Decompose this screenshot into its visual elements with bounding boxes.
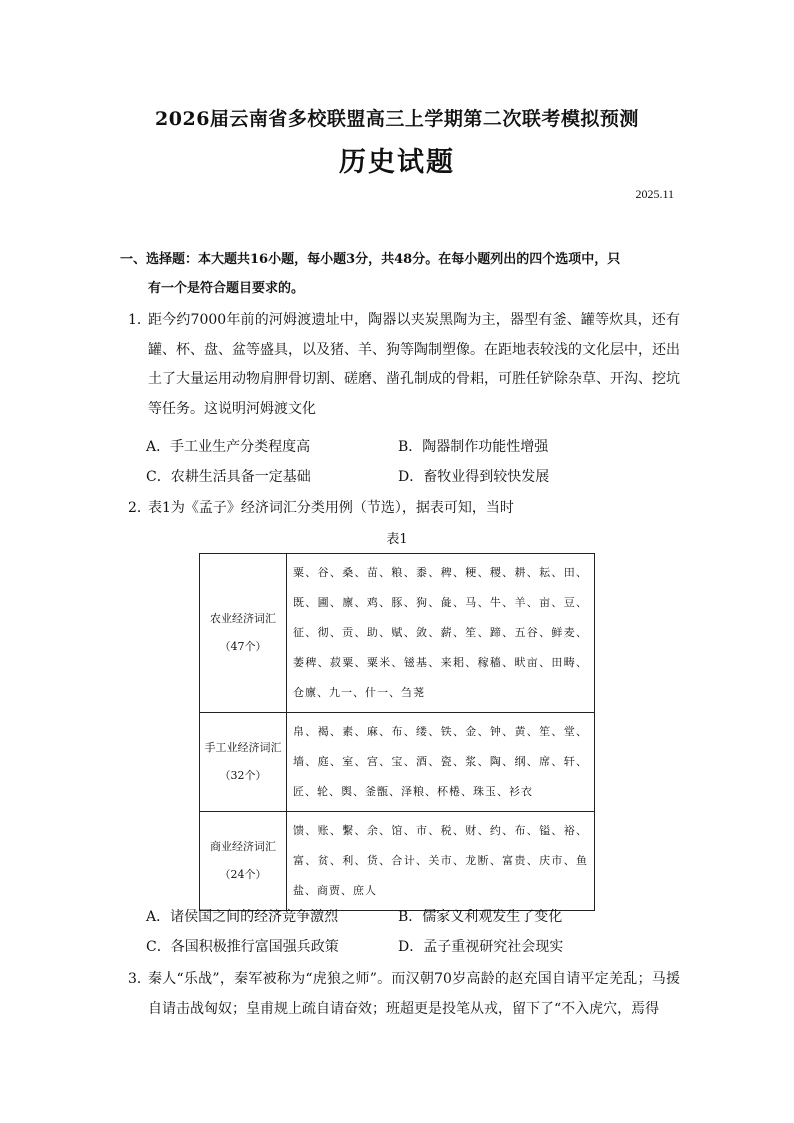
question-2 (128, 494, 680, 524)
question-3 (128, 965, 680, 1024)
section-instructions (120, 245, 680, 303)
question-1 (128, 306, 680, 424)
option-d[interactable]: D．畜牧业得到较快发展 (398, 469, 550, 485)
question-number: 1． (128, 312, 151, 328)
section-instructions-line2: 有一个是符合题目要求的。 (148, 281, 305, 296)
table-row (200, 812, 595, 911)
exam-title: 2026届云南省多校联盟高三上学期第二次联考模拟预测 (155, 108, 639, 130)
question-stem: 距今约7000年前的河姆渡遗址中，陶器以夹炭黑陶为主，器型有釜、罐等炊具，还有罐、杯、盘、盆等盛具，以及猪、羊、狗等陶制塑像。在距地表较浅的文化层中，还出土了大量运用动物肩胛骨切割、磋磨、凿孔制成的骨耜，可胜任铲除杂草、开沟、挖坑等任务。这说明河姆渡文化 (148, 312, 680, 417)
words-cell: 粟、谷、桑、苗、粮、黍、稗、粳、稷、耕、耘、田、既、圃、廪、鸡、豚、狗、彘、马、牛、羊、亩、豆、征、彻、贡、助、赋、敛、薪、笙、蹄、五谷、鲜麦、萎稗、菽粟、粟米、镃基、来耜、稼穑、畎亩、田畴、仓廪、九一、什一、刍荛 (287, 554, 595, 713)
section-instructions-line1: 一、选择题：本大题共16小题，每小题3分，共48分。在每小题列出的四个选项中，只 (120, 252, 621, 267)
table-row (200, 554, 595, 713)
economic-vocabulary-table (199, 553, 595, 911)
exam-date: 2025.11 (635, 187, 674, 201)
table-caption: 表1 (386, 532, 408, 547)
option-b[interactable]: B．陶器制作功能性增强 (398, 439, 549, 455)
category-cell: 手工业经济词汇（32个） (200, 713, 287, 812)
option-c[interactable]: C．各国积极推行富国强兵政策 (146, 939, 339, 955)
words-cell: 帛、褐、素、麻、布、缕、铁、金、钟、黄、笙、堂、墙、庭、室、宫、宝、酒、瓷、浆、陶、纲、席、轩、匠、轮、舆、釜甑、泽粮、杯棬、珠玉、衫衣 (287, 713, 595, 812)
category-cell: 商业经济词汇（24个） (200, 812, 287, 911)
question-number: 2． (128, 500, 151, 516)
question-number: 3． (128, 971, 151, 987)
option-a[interactable]: A．手工业生产分类程度高 (146, 439, 311, 455)
table-row (200, 713, 595, 812)
option-c[interactable]: C．农耕生活具备一定基础 (146, 469, 311, 485)
option-d[interactable]: D．孟子重视研究社会现实 (398, 939, 564, 955)
category-cell: 农业经济词汇（47个） (200, 554, 287, 713)
question-stem: 秦人“乐战”，秦军被称为“虎狼之师”。而汉朝70岁高龄的赵充国自请平定羌乱；马援自请击战匈奴；皇甫规上疏自请奋效；班超更是投笔从戎，留下了“不入虎穴，焉得 (148, 971, 680, 1017)
option-b[interactable]: B．儒家义利观发生了变化 (398, 909, 563, 925)
option-a[interactable]: A．诸侯国之间的经济竞争激烈 (146, 909, 339, 925)
subject-title: 历史试题 (339, 147, 455, 178)
words-cell: 馈、账、繫、余、馆、市、税、财、约、布、镒、裕、富、贫、利、货、合计、关市、龙断、富贵、庆市、鱼盐、商贾、庶人 (287, 812, 595, 911)
question-stem: 表1为《孟子》经济词汇分类用例（节选），据表可知，当时 (148, 500, 514, 516)
